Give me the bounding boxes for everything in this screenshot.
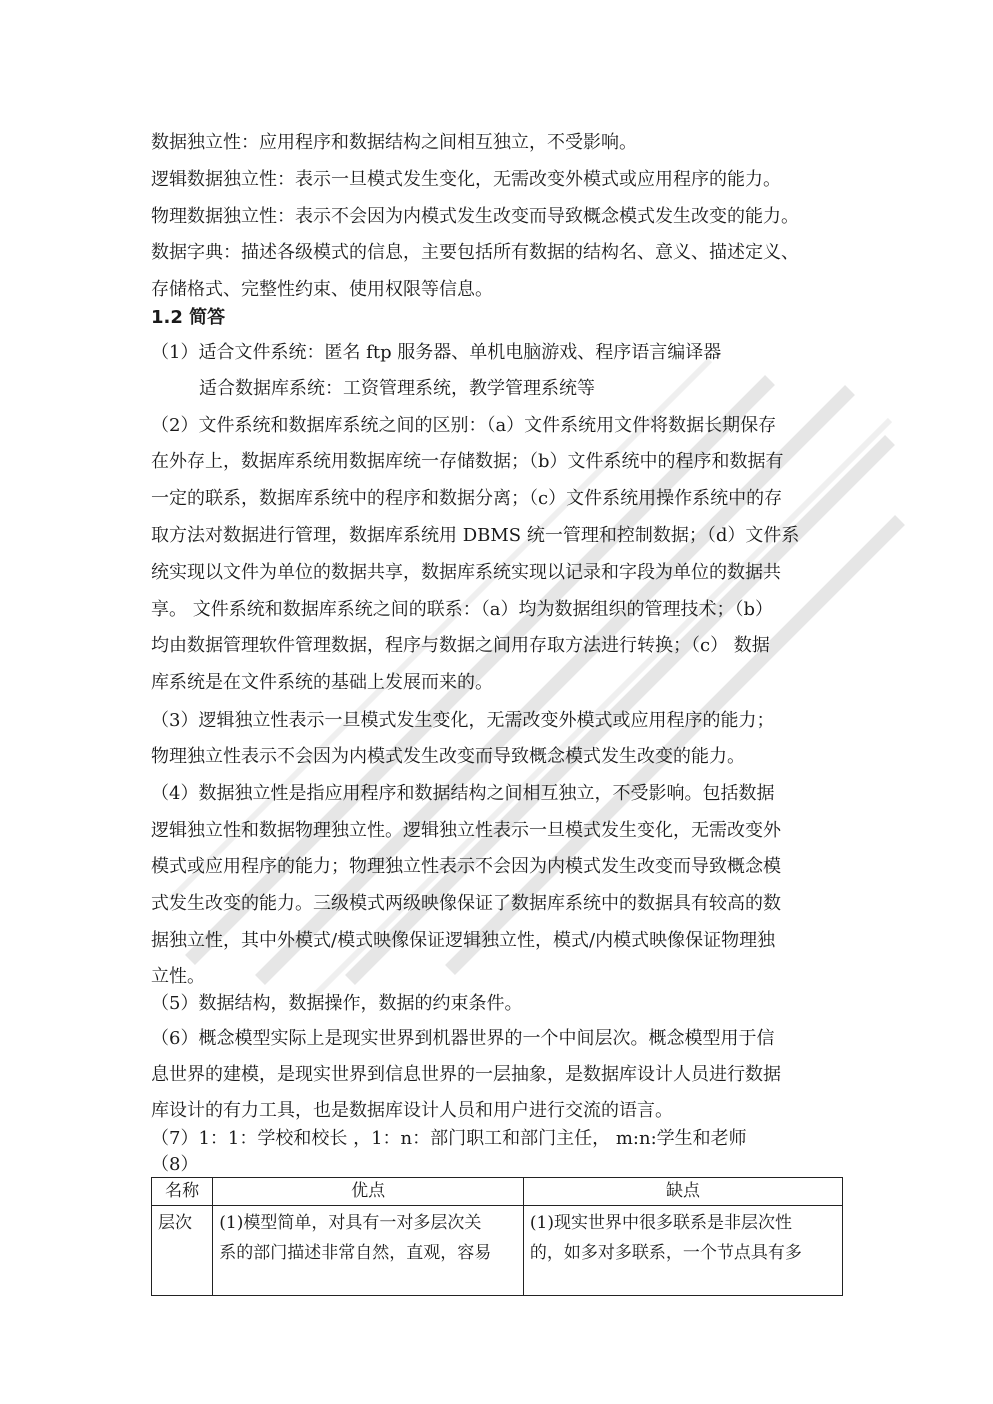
answer-line: 库设计的有力工具，也是数据库设计人员和用户进行交流的语言。 [151,1100,673,1121]
answer-line: 库系统是在文件系统的基础上发展而来的。 [151,672,493,693]
definition-data-independence: 数据独立性：应用程序和数据结构之间相互独立，不受影响。 [151,132,637,153]
table-header-cons: 缺点 [523,1178,842,1206]
section-heading: 1.2 简答 [151,307,226,328]
table-cell-cons [523,1206,842,1296]
answer-line: 式发生改变的能力。三级模式两级映像保证了数据库系统中的数据具有较高的数 [151,893,781,914]
cell-text-line: (1)现实世界中很多联系是非层次性 [529,1213,792,1233]
answer-line: （7）1：1：学校和校长 ，1：n：部门职工和部门主任， m:n:学生和老师 [151,1128,747,1149]
answer-line: 逻辑独立性和数据物理独立性。逻辑独立性表示一旦模式发生变化，无需改变外 [151,820,781,841]
answer-line: 统实现以文件为单位的数据共享，数据库系统实现以记录和字段为单位的数据共 [151,562,781,583]
answer-line: 适合数据库系统：工资管理系统，教学管理系统等 [199,378,595,399]
answer-line: 模式或应用程序的能力；物理独立性表示不会因为内模式发生改变而导致概念模 [151,856,781,877]
answer-line: （8） [151,1154,199,1175]
definition-data-dictionary-cont: 存储格式、完整性约束、使用权限等信息。 [151,279,493,300]
cell-text-line: 系的部门描述非常自然，直观，容易 [219,1243,492,1263]
table-row [152,1206,843,1296]
answer-line: 在外存上，数据库系统用数据库统一存储数据；（b）文件系统中的程序和数据有 [151,451,784,472]
table-header-pros: 优点 [213,1178,524,1206]
cell-text-line: 的，如多对多联系，一个节点具有多 [529,1243,802,1263]
answer-line: 据独立性，其中外模式/模式映像保证逻辑独立性，模式/内模式映像保证物理独 [151,930,776,951]
answer-line: 物理独立性表示不会因为内模式发生改变而导致概念模式发生改变的能力。 [151,746,745,767]
answer-line: （3）逻辑独立性表示一旦模式发生变化，无需改变外模式或应用程序的能力； [151,710,775,731]
answer-line: 立性。 [151,966,205,987]
table-cell-name: 层次 [152,1206,213,1296]
answer-line: （1）适合文件系统：匿名 ftp 服务器、单机电脑游戏、程序语言编译器 [151,342,722,363]
answer-line: （2）文件系统和数据库系统之间的区别：（a）文件系统用文件将数据长期保存 [151,415,777,436]
definition-physical-independence: 物理数据独立性：表示不会因为内模式发生改变而导致概念模式发生改变的能力。 [151,206,799,227]
answer-line: （4）数据独立性是指应用程序和数据结构之间相互独立，不受影响。包括数据 [151,783,775,804]
answer-line: （6）概念模型实际上是现实世界到机器世界的一个中间层次。概念模型用于信 [151,1028,775,1049]
cell-text-line: (1)模型简单，对具有一对多层次关 [219,1213,482,1233]
answer-line: 享。 文件系统和数据库系统之间的联系：（a）均为数据组织的管理技术；（b） [151,599,773,620]
definition-data-dictionary: 数据字典：描述各级模式的信息，主要包括所有数据的结构名、意义、描述定义、 [151,242,799,263]
answer-line: 取方法对数据进行管理，数据库系统用 DBMS 统一管理和控制数据；（d）文件系 [151,525,800,546]
table-header-name: 名称 [152,1178,213,1206]
table-cell-pros [213,1206,524,1296]
answer-line: 一定的联系，数据库系统中的程序和数据分离；（c）文件系统用操作系统中的存 [151,488,783,509]
table-header-row [152,1178,843,1206]
answer-line: （5）数据结构，数据操作，数据的约束条件。 [151,993,523,1014]
answer-line: 均由数据管理软件管理数据，程序与数据之间用存取方法进行转换；（c） 数据 [151,635,770,656]
definition-logical-independence: 逻辑数据独立性：表示一旦模式发生变化，无需改变外模式或应用程序的能力。 [151,169,781,190]
answer-line: 息世界的建模，是现实世界到信息世界的一层抽象，是数据库设计人员进行数据 [151,1064,781,1085]
comparison-table [151,1177,843,1296]
